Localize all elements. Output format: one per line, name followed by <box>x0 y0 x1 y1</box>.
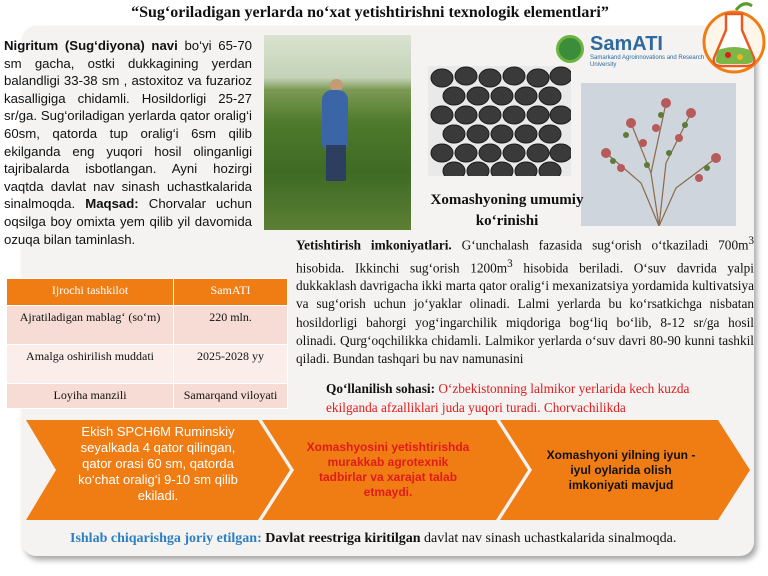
arrow-text-sowing: Ekish SPCH6M Ruminskiy seyalkada 4 qator qilingan, qator orasi 60 sm, qatorda ko‘chat oralig‘i 9-10 sm qilib ekiladi. <box>78 424 238 503</box>
raw-material-caption: Xomashyoning umumiy ko‘rinishi <box>430 192 584 229</box>
logo-name: SamATI <box>590 33 663 55</box>
intro-paragraph <box>4 37 252 248</box>
application-paragraph <box>326 379 731 417</box>
table-header-cell: Ijrochi tashkilot <box>7 279 174 306</box>
arrow-text-harvest: Xomashyoni yilning iyun - iyul oylarida olish imkoniyati mavjud <box>546 448 696 492</box>
field-photo <box>264 35 411 230</box>
project-info-table <box>6 278 288 409</box>
growing-text-1: G‘unchalash fazasida sug‘orish o‘tkaziladi 700m <box>451 237 749 253</box>
table-cell: Loyiha manzili <box>7 384 174 409</box>
table-cell: Samarqand viloyati <box>174 384 288 409</box>
variety-name: Nigritum (Sug‘diyona) navi <box>4 38 178 53</box>
arrow-text-cultivation: Xomashyosini yetishtirishda murakkab agrotexnik tadbirlar va xarajat talab etmaydi. <box>306 440 470 499</box>
farmer-legs <box>326 145 346 181</box>
page-title: “Sug‘oriladigan yerlarda no‘xat yetishtirishni texnologik elementlari” <box>131 4 609 21</box>
pellets-photo <box>428 66 571 176</box>
growing-text-2: hisobida. Ikkinchi sug‘orish 1200m <box>296 260 508 276</box>
growing-label: Yetishtirish imkoniyatlari. <box>296 237 452 253</box>
table-row <box>7 345 288 384</box>
table-header-cell: SamATI <box>174 279 288 306</box>
logo-subtitle: Samarkand Agroinnovations and Research University <box>590 55 705 68</box>
footer-line <box>70 531 750 547</box>
table-cell: 220 mln. <box>174 306 288 345</box>
footer-text: davlat nav sinash uchastkalarida sinalmoqda. <box>420 531 677 546</box>
table-row <box>7 306 288 345</box>
goal-label: Maqsad: <box>85 196 139 212</box>
food-flask-icon <box>696 0 768 80</box>
goal-text: Chorvalar uchun oqsilga boy omixta yem qilib yil davomida ozuqa bilan taminlash. <box>4 196 252 247</box>
growing-sup-1: 3 <box>748 235 754 247</box>
logo-mark-icon <box>556 35 584 63</box>
application-label: Qo‘llanilish sohasi: <box>326 381 435 396</box>
growing-text-3: hisobida beriladi. O‘suv davrida yalpi dukkaklash davrigacha ikki marta qator oralig‘i mexanizatsiya yordamida kultivatsiya va sug‘orish uchun jo‘yaklar olinadi. Lalmi yerlarda bu ko‘rsatkichga nisbatan hosildorligi bahorgi yog‘ingarchilik miqdoriga bog‘liq bo‘lib, 8-12 sr/ga hosil olinadi. Qurg‘oqchilikka chidamli. Lalmikor yerlarda o‘suv davri 80-90 kunni tashkil qiladi. Bundan tashqari bu nav namunasini <box>296 260 754 367</box>
table-row <box>7 384 288 409</box>
growing-sup-2: 3 <box>507 257 513 270</box>
variety-description: bo‘yi 65-70 sm gacha, ostki dukkagining yerdan balandligi 33-38 sm , astoxitoz va fuzarioz kasalligiga chidamli. Hosildorligi 25-27 sr/ga. Sug‘oriladigan yerlarda qator oralig‘i 60sm, qatorda tup oralig‘i 6sm qilib ekilganda eng yuqori hosil olinganligi tajribalarda isbotlangan. Ayni hozirgi vaqtda davlat nav sinash uchastkalarida sinalmoqda. <box>4 38 252 212</box>
table-header-row <box>7 279 288 306</box>
samati-logo <box>556 33 708 67</box>
farmer-figure <box>322 90 348 148</box>
table-cell: Amalga oshirilish muddati <box>7 345 174 384</box>
plant-photo <box>581 83 736 226</box>
footer-label: Ishlab chiqarishga joriy etilgan: <box>70 531 262 546</box>
table-cell: Ajratiladigan mablag‘ (so‘m) <box>7 306 174 345</box>
application-text: O‘zbekistonning lalmikor yerlarida kech kuzda ekilganda afzalliklari juda yuqori turadi. Chorvachilikda <box>326 381 690 415</box>
table-cell: 2025-2028 yy <box>174 345 288 384</box>
growing-paragraph <box>296 232 754 368</box>
footer-bold: Davlat reestriga kiritilgan <box>265 531 421 546</box>
